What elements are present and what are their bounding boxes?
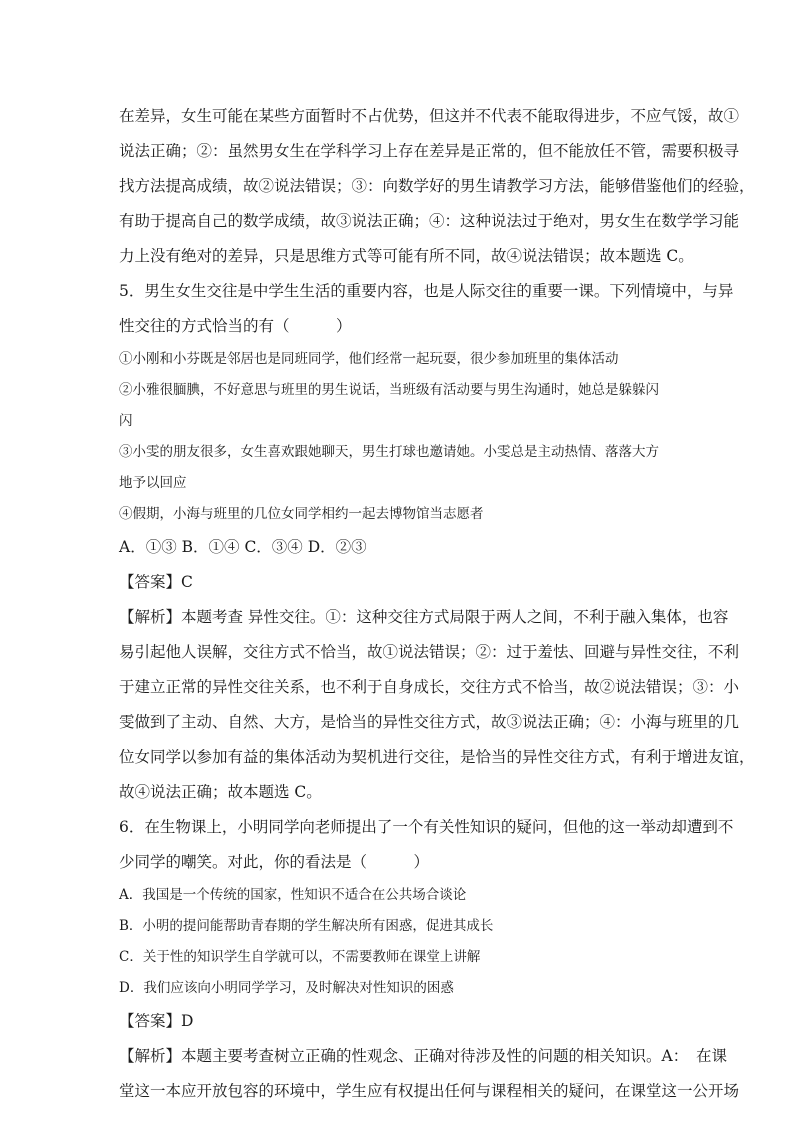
question-5-stem: 5．男生女生交往是中学生生活的重要内容，也是人际交往的重要一课。下列情境中，与异 bbox=[119, 282, 734, 300]
text-line: 找方法提高成绩，故②说法错误；③：向数学好的男生请教学习方法，能够借鉴他们的经验， bbox=[119, 177, 755, 195]
question-5-stem: 性交往的方式恰当的有（ ） bbox=[119, 317, 352, 335]
question-5-analysis: 位女同学以参加有益的集体活动为契机进行交往，是恰当的异性交往方式，有利于增进友谊， bbox=[119, 748, 755, 766]
question-5-item-3: ③小雯的朋友很多，女生喜欢跟她聊天，男生打球也邀请她。小雯总是主动热情、落落大方 bbox=[119, 444, 659, 460]
question-6-stem: 少同学的嘲笑。对此，你的看法是（ ） bbox=[119, 853, 430, 871]
question-5-analysis: 于建立正常的异性交往关系，也不利于自身成长，交往方式不恰当，故②说法错误；③：小 bbox=[119, 678, 740, 696]
document-body bbox=[119, 99, 755, 1109]
question-5-options: A．①③ B．①④ C．③④ D．②③ bbox=[119, 538, 367, 556]
question-5-analysis: 雯做到了主动、自然、大方，是恰当的异性交往方式，故③说法正确；④：小海与班里的几 bbox=[119, 713, 740, 731]
question-5-item-1: ①小刚和小芬既是邻居也是同班同学，他们经常一起玩耍，很少参加班里的集体活动 bbox=[119, 351, 619, 367]
question-5-item-4: ④假期，小海与班里的几位女同学相约一起去博物馆当志愿者 bbox=[119, 506, 484, 522]
question-5-item-2: ②小雅很腼腆，不好意思与班里的男生说话，当班级有活动要与男生沟通时，她总是躲躲闪 bbox=[119, 382, 659, 398]
text-line: 有助于提高自己的数学成绩，故③说法正确；④：这种说法过于绝对，男女生在数学学习能 bbox=[119, 212, 740, 230]
text-line: 说法正确；②：虽然男女生在学科学习上存在差异是正常的，但不能放任不管，需要积极寻 bbox=[119, 142, 740, 160]
question-5-answer: 【答案】C bbox=[119, 573, 193, 591]
question-6-option-b: B．小明的提问能帮助青春期的学生解决所有困惑，促进其成长 bbox=[119, 918, 494, 934]
question-5-item-3: 地予以回应 bbox=[119, 475, 187, 491]
question-5-item-2: 闪 bbox=[119, 413, 133, 429]
question-5-analysis: 故④说法正确；故本题选 C。 bbox=[119, 783, 322, 801]
question-6-option-d: D．我们应该向小明同学学习，及时解决对性知识的困惑 bbox=[119, 980, 454, 996]
question-6-analysis: 堂这一本应开放包容的环境中，学生应有权提出任何与课程相关的疑问，在课堂这一公开场 bbox=[119, 1082, 740, 1100]
question-6-option-c: C．关于性的知识学生自学就可以，不需要教师在课堂上讲解 bbox=[119, 949, 481, 965]
question-6-answer: 【答案】D bbox=[119, 1012, 194, 1030]
question-5-analysis: 易引起他人误解，交往方式不恰当，故①说法错误；②：过于羞怯、回避与异性交往，不利 bbox=[119, 643, 740, 661]
question-6-option-a: A．我国是一个传统的国家，性知识不适合在公共场合谈论 bbox=[119, 887, 467, 903]
question-6-stem: 6．在生物课上，小明同学向老师提出了一个有关性知识的疑问，但他的这一举动却遭到不 bbox=[119, 818, 734, 836]
question-5-analysis: 【解析】本题考查 异性交往。①：这种交往方式局限于两人之间，不利于融入集体，也容 bbox=[119, 608, 729, 626]
question-6-analysis: 【解析】本题主要考查树立正确的性观念、正确对待涉及性的问题的相关知识。A： 在课 bbox=[119, 1047, 727, 1065]
text-line: 在差异，女生可能在某些方面暂时不占优势，但这并不代表不能取得进步，不应气馁，故① bbox=[119, 107, 740, 125]
text-line: 力上没有绝对的差异，只是思维方式等可能有所不同，故④说法错误；故本题选 C。 bbox=[119, 247, 694, 265]
